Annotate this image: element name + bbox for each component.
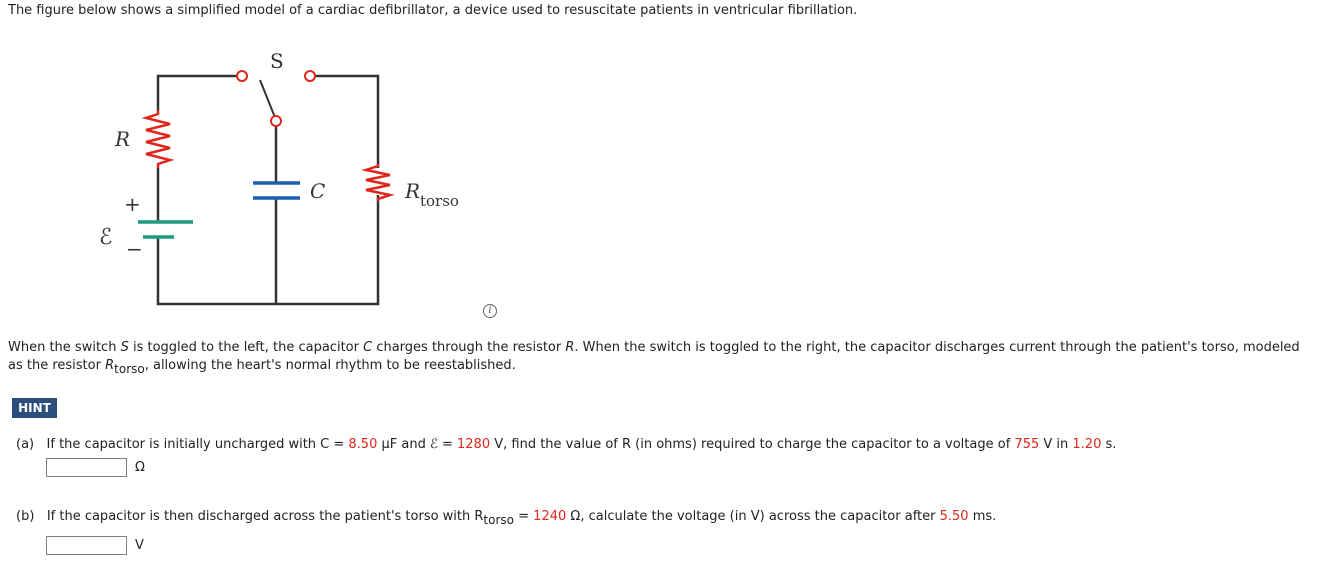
switch-left-terminal bbox=[237, 71, 247, 81]
answer-row-a bbox=[46, 458, 145, 477]
capacitor-label: C bbox=[310, 179, 326, 203]
circuit-wires bbox=[158, 76, 378, 304]
wire-right-top bbox=[315, 76, 378, 168]
wire-bottom bbox=[158, 195, 378, 304]
wire-left-top bbox=[158, 76, 237, 110]
resistor-r-zigzag bbox=[146, 110, 170, 168]
info-icon[interactable]: i bbox=[483, 304, 497, 318]
answer-input-a[interactable] bbox=[46, 458, 127, 477]
hint-button[interactable]: HINT bbox=[12, 398, 57, 418]
answer-input-b[interactable] bbox=[46, 536, 127, 555]
switch-pivot-terminal bbox=[271, 116, 281, 126]
answer-row-b bbox=[46, 536, 144, 555]
defibrillator-circuit-diagram bbox=[0, 0, 560, 330]
switch-arm[interactable] bbox=[260, 80, 276, 120]
question-b-text: (b) If the capacitor is then discharged across the patient's torso with Rtorso = 1240 Ω, calculate the voltage (in V) across the capacitor after 5.50 ms. bbox=[16, 509, 997, 527]
switch-label: S bbox=[270, 49, 284, 73]
battery-minus-label: − bbox=[126, 237, 143, 261]
rtorso-label-main: R bbox=[405, 179, 421, 203]
battery-plus-label: + bbox=[124, 192, 141, 216]
switch-right-terminal bbox=[305, 71, 315, 81]
intro-text: The figure below shows a simplified model of a cardiac defibrillator, a device used to resuscitate patients in ventricular fibrillation. bbox=[8, 3, 858, 18]
resistor-r-label: R bbox=[115, 127, 131, 151]
rtorso-label-sub: torso bbox=[420, 192, 459, 210]
battery-emf-label: ℰ bbox=[99, 225, 113, 250]
question-a-text: (a) If the capacitor is initially uncharged with C = 8.50 µF and ℰ = 1280 V, find the value of R (in ohms) required to charge the capacitor to a voltage of 755 V in 1.20 s. bbox=[16, 437, 1117, 452]
unit-a: Ω bbox=[135, 460, 145, 475]
description-text: When the switch S is toggled to the left, the capacitor C charges through the resistor R. When the switch is toggled to the right, the capacitor discharges current through the patient's torso, modeled as the resistor Rtorso, allowing the heart's normal rhythm to be reestablished. bbox=[8, 340, 1300, 376]
unit-b: V bbox=[135, 538, 144, 553]
